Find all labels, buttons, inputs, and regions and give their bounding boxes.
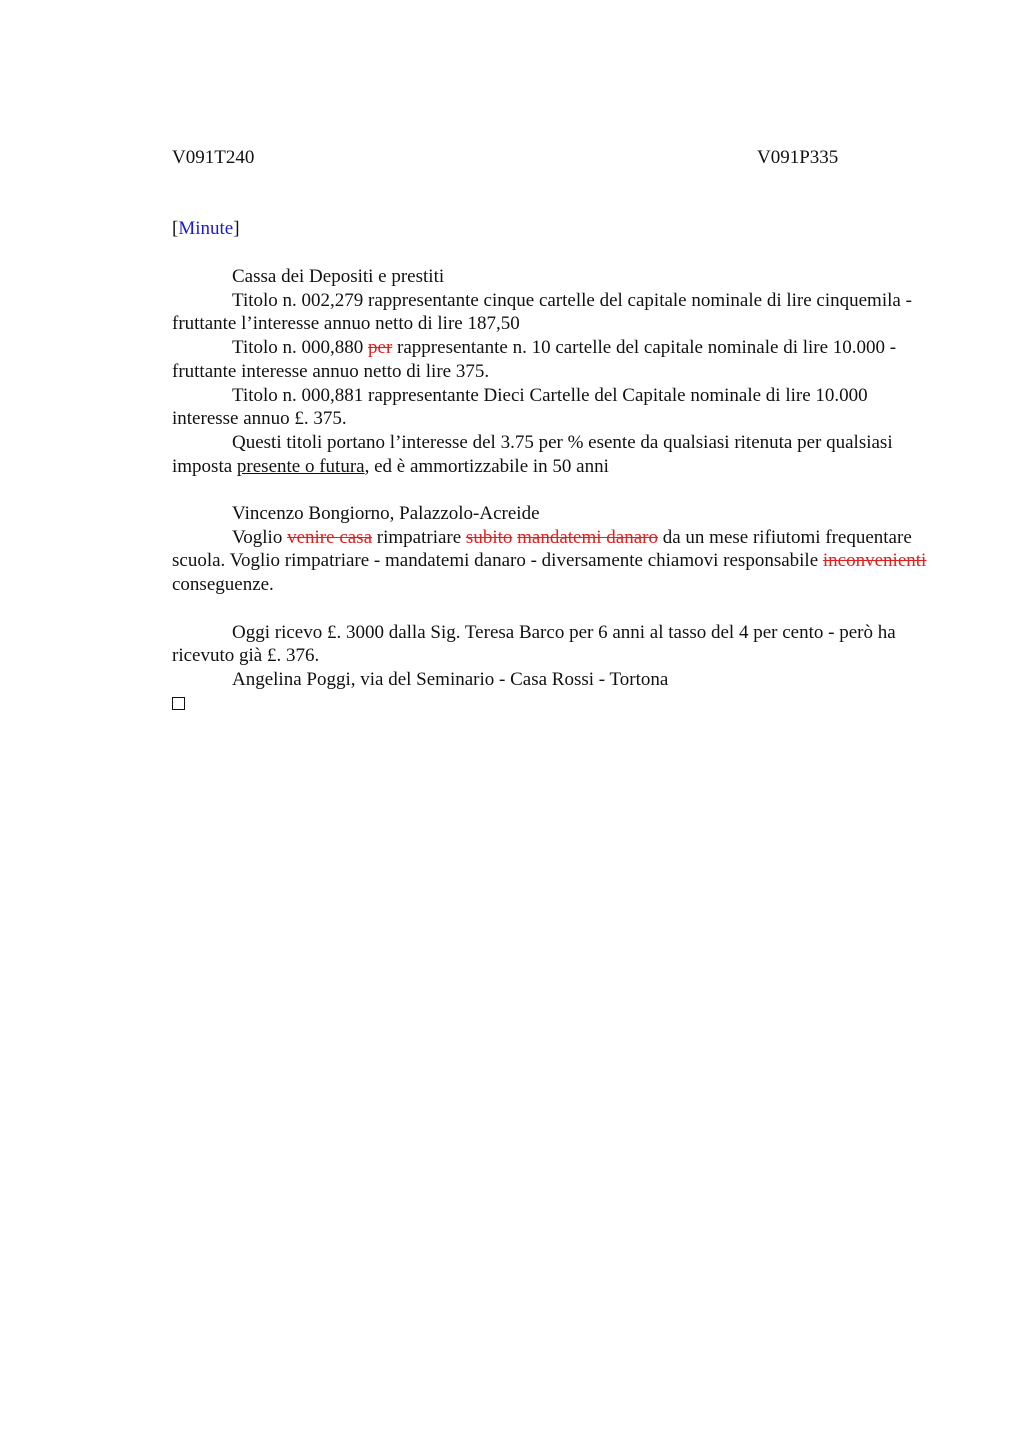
deleted-text: mandatemi danaro [517,526,658,548]
paragraph [172,526,932,597]
document-code-right: V091P335 [757,147,839,168]
text-run: , ed è ammortizzabile in 50 anni [364,455,609,477]
paragraph: Titolo n. 002,279 rappresentante cinque cartelle del capitale nominale di lire cinquemila - fruttante l’interesse annuo netto di lire 187,50 [172,289,912,335]
text-run: Titolo n. 000,880 [232,337,369,359]
spacer [172,478,932,502]
paragraph [172,431,932,478]
document-body [172,265,932,692]
underlined-text: presente o futura [236,455,365,477]
text-run: da un mese rifiutomi frequentare scuola. Voglio rimpatriare - mandatemi danaro - diversamente chiamovi responsabile [172,526,912,572]
paragraph: Vincenzo Bongiorno, Palazzolo-Acreide [232,503,540,525]
text-run: Voglio [232,526,288,548]
spacer [172,597,932,621]
paragraph [172,336,932,383]
paragraph: Titolo n. 000,881 rappresentante Dieci Cartelle del Capitale nominale di lire 10.000 interesse annuo £. 375. [172,384,868,430]
document-code-left: V091T240 [172,147,255,168]
checkbox-icon[interactable] [172,697,185,710]
paragraph: Oggi ricevo £. 3000 dalla Sig. Teresa Barco per 6 anni al tasso del 4 per cento - però ha ricevuto già £. 376. [172,621,896,667]
paragraph: Cassa dei Depositi e prestiti [232,266,445,287]
deleted-text: venire casa [287,526,373,548]
section-label [172,217,240,241]
deleted-text: per [368,337,393,359]
text-run: rappresentante n. 10 cartelle del capitale nominale di lire 10.000 - fruttante interesse annuo netto di lire 375. [172,337,897,382]
paragraph: Angelina Poggi, via del Seminario - Casa Rossi - Tortona [232,668,669,690]
open-bracket: [ [172,218,179,239]
deleted-text: subito [465,526,513,548]
text-run: Questi titoli portano l’interesse del 3.75 per % esente da qualsiasi ritenuta per qualsiasi imposta [172,431,893,477]
text-run: conseguenze. [172,574,274,596]
text-run: rimpatriare [372,526,466,548]
minute-link[interactable]: Minute [178,218,234,239]
deleted-text: inconvenienti [822,550,927,572]
close-bracket: ] [233,218,240,239]
